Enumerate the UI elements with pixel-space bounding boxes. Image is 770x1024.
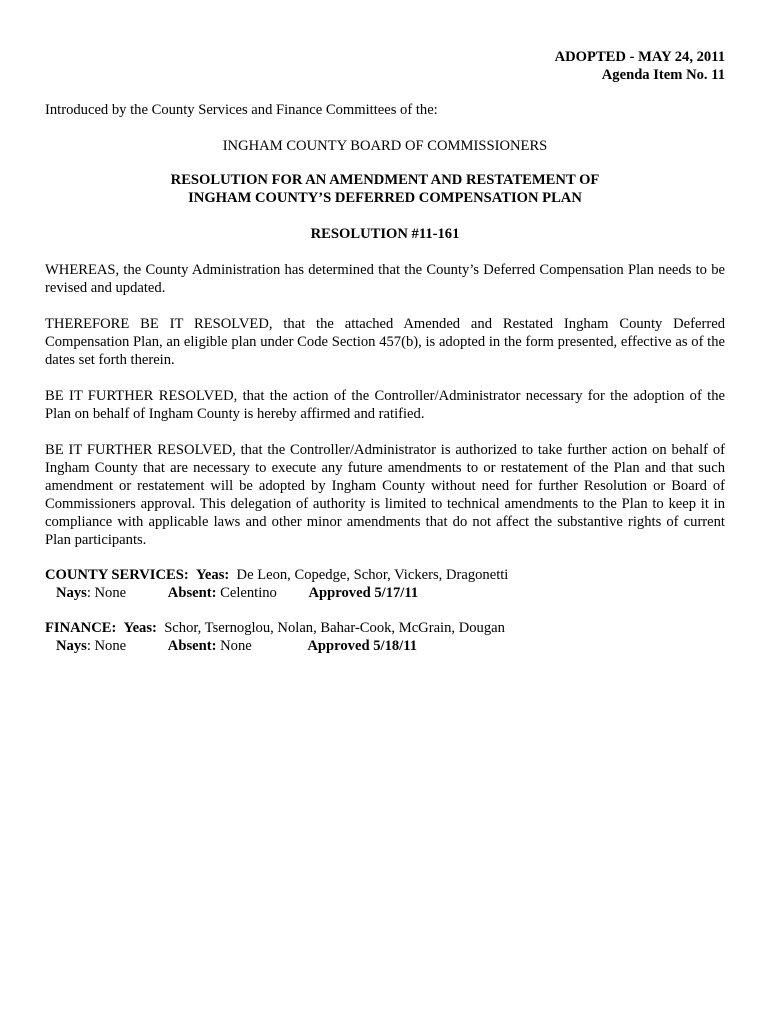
agenda-item: Agenda Item No. 11 <box>601 67 725 83</box>
further-resolved-paragraph-2: BE IT FURTHER RESOLVED, that the Controller/Administrator is authorized to take further action on behalf of Ingham County that are necessary to execute any future amendments to or restatement of the Plan and that such amendment or restatement will be adopted by Ingham County without need for further Resolution or Board of Commissioners approval. This delegation of authority is limited to technical amendments to the Plan to keep it in compliance with applicable laws and other minor amendments that do not affect the substantive rights of current Plan participants. <box>45 442 725 548</box>
absent-label: Absent: <box>167 585 217 601</box>
document-body <box>45 101 725 655</box>
therefore-paragraph: THEREFORE BE IT RESOLVED, that the attached Amended and Restated Ingham County Deferred Compensation Plan, an eligible plan under Code Section 457(b), is adopted in the form presented, effective as of the dates set forth therein. <box>45 316 725 368</box>
resolution-title-line-2: INGHAM COUNTY’S DEFERRED COMPENSATION PLAN <box>188 190 582 206</box>
further-resolved-paragraph-1: BE IT FURTHER RESOLVED, that the action of the Controller/Administrator necessary for the adoption of the Plan on behalf of Ingham County is hereby affirmed and ratified. <box>45 388 725 422</box>
committee-label: COUNTY SERVICES: <box>45 567 189 583</box>
yeas-list: De Leon, Copedge, Schor, Vickers, Dragonetti <box>236 567 509 583</box>
board-name: INGHAM COUNTY BOARD OF COMMISSIONERS <box>222 138 548 154</box>
introduction-line: Introduced by the County Services and Finance Committees of the: <box>45 102 438 118</box>
county-services-vote <box>45 566 725 602</box>
nays-value: : None <box>86 638 127 654</box>
absent-value: Celentino <box>220 585 277 601</box>
nays-label: Nays <box>56 585 87 601</box>
committee-label: FINANCE: <box>45 620 117 636</box>
yeas-label: Yeas: <box>123 620 157 636</box>
absent-value: None <box>220 638 252 654</box>
finance-vote <box>45 619 725 655</box>
resolution-title <box>45 171 725 207</box>
whereas-paragraph: WHEREAS, the County Administration has determined that the County’s Deferred Compensation Plan needs to be revised and updated. <box>45 262 725 296</box>
absent-label: Absent: <box>167 638 217 654</box>
adoption-header <box>555 48 725 84</box>
nays-value: : None <box>86 585 127 601</box>
nays-label: Nays <box>56 638 87 654</box>
yeas-label: Yeas: <box>196 567 230 583</box>
yeas-list: Schor, Tsernoglou, Nolan, Bahar-Cook, McGrain, Dougan <box>164 620 505 636</box>
resolution-number: RESOLUTION #11-161 <box>310 226 460 242</box>
resolution-title-line-1: RESOLUTION FOR AN AMENDMENT AND RESTATEMENT OF <box>170 172 600 188</box>
approved-date: Approved 5/18/11 <box>307 638 418 654</box>
approved-date: Approved 5/17/11 <box>308 585 419 601</box>
adopted-date: ADOPTED - MAY 24, 2011 <box>554 49 725 65</box>
